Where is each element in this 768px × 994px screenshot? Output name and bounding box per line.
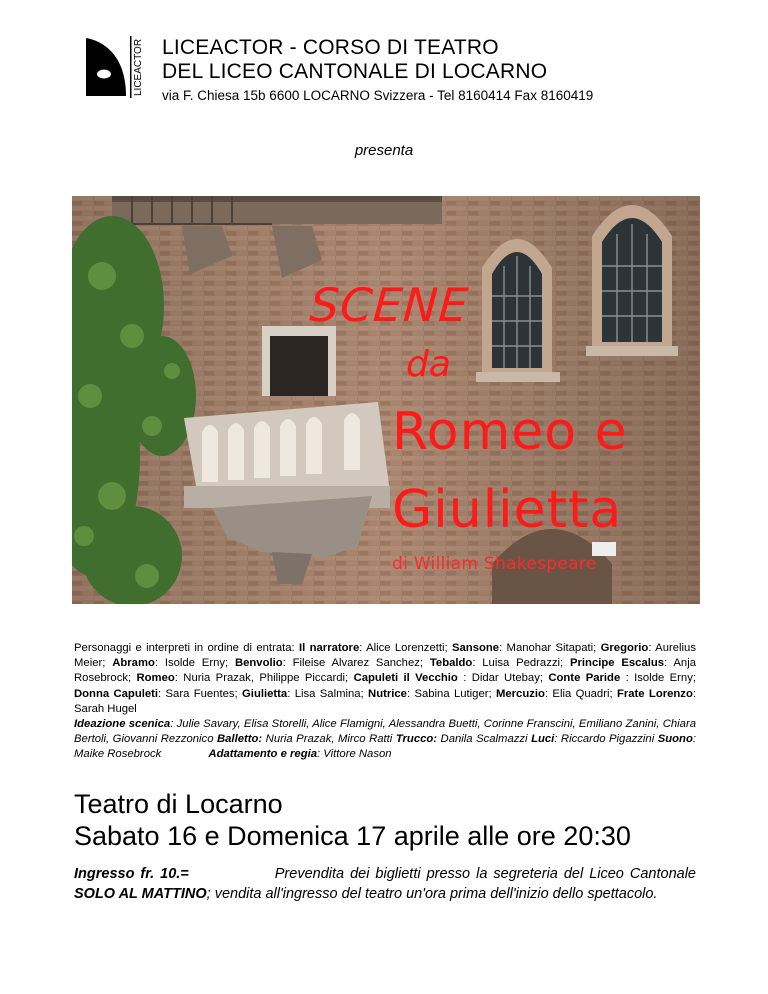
cast-role: Abramo xyxy=(112,657,155,670)
venue-name: Teatro di Locarno xyxy=(74,789,283,819)
crew-suono-label: Suono xyxy=(657,733,693,746)
header-title-line1: LICEACTOR - CORSO DI TEATRO xyxy=(162,36,499,59)
ticket-info xyxy=(74,864,696,904)
cast-role: Sansone xyxy=(451,642,500,654)
cast-name: : Didar Utebay; xyxy=(457,672,549,685)
cast-name: : Anja Rosebrock; xyxy=(74,657,697,685)
header-title-line2: DEL LICEO CANTONALE DI LOCARNO xyxy=(162,60,548,83)
cast-role: Benvolio xyxy=(234,657,283,670)
crew-regia-names: : Vittore Nason xyxy=(317,748,392,761)
cast-name: : Isolde Erny; xyxy=(154,657,235,670)
header xyxy=(162,36,593,103)
cast-role: Nutrice xyxy=(368,687,407,700)
crew-ideazione-label: Ideazione scenica xyxy=(74,718,171,731)
venue-dates: Sabato 16 e Domenica 17 aprile alle ore 20:30 xyxy=(74,821,631,851)
cast-role: Donna Capuleti xyxy=(74,687,159,700)
cast-role: Il narratore xyxy=(299,642,360,654)
cast-name: : Manohar Sitapati; xyxy=(499,642,601,654)
cast-name: : Lisa Salmina; xyxy=(287,687,369,700)
poster-title-scene: SCENE xyxy=(308,278,471,332)
cast-name: : Nuria Prazak, Philippe Piccardi; xyxy=(174,672,354,685)
cast-name: : Luisa Pedrazzi; xyxy=(472,657,570,670)
balcony-illustration xyxy=(72,196,700,604)
cast-name: : Sabina Lutiger; xyxy=(406,687,496,700)
poster-title-giulietta: Giulietta xyxy=(392,480,623,540)
logo-text: LICEACTOR xyxy=(133,38,144,96)
crew-luci-names: : Riccardo Pigazzini xyxy=(554,733,658,746)
vendita-text: ; vendita all'ingresso del teatro un'ora prima dell'inizio dello spettacolo. xyxy=(206,886,658,902)
cast-name: : Aurelius Meier; xyxy=(74,642,696,670)
cast-name: : Isolde Erny; xyxy=(620,672,696,685)
prevendita-text: Prevendita dei biglietti presso la segreteria del Liceo Cantonale xyxy=(274,866,696,882)
cast-role: Frate Lorenzo xyxy=(616,687,693,700)
venue-block xyxy=(74,788,631,852)
cast-name: : Elia Quadri; xyxy=(544,687,617,700)
poster-title-da: da xyxy=(406,344,451,385)
crew-balletto-names: Nuria Prazak, Mirco Ratti xyxy=(262,733,396,746)
solo-al-mattino: SOLO AL MATTINO xyxy=(74,886,207,902)
crew-regia-label: Adattamento e regia xyxy=(208,748,318,761)
crew-luci-label: Luci xyxy=(531,733,555,746)
cast-name: : Alice Lorenzetti; xyxy=(359,642,452,654)
crew-ideazione-names: : Julie Savary, Elisa Storelli, Alice Flamigni, Alessandra Buetti, Corinne Franscini, Emiliano Zanini, Chiara Bertoli, Giovanni Rezzonico xyxy=(74,718,696,746)
crew-balletto-label: Balletto: xyxy=(216,733,263,746)
cast-role: Romeo xyxy=(136,672,175,685)
crew-trucco-names: Danila Scalmazzi xyxy=(437,733,532,746)
liceactor-logo xyxy=(84,36,146,98)
poster-title-romeo: Romeo e xyxy=(392,402,628,462)
cast-list xyxy=(74,641,696,763)
cast-intro: Personaggi e interpreti in ordine di entrata: xyxy=(74,642,300,654)
cast-role: Tebaldo xyxy=(429,657,473,670)
crew-suono-names: : Maike Rosebrock xyxy=(74,733,696,761)
cast-role: Capuleti il Vecchio xyxy=(353,672,458,685)
header-address: via F. Chiesa 15b 6600 LOCARNO Svizzera - Tel 8160414 Fax 8160419 xyxy=(162,88,594,103)
cast-role: Mercuzio xyxy=(495,687,545,700)
cast-name: : Fileise Alvarez Sanchez; xyxy=(282,657,430,670)
presenta-text: presenta xyxy=(354,142,414,159)
crew-trucco-label: Trucco: xyxy=(395,733,438,746)
cast-role: Principe Escalus xyxy=(569,657,665,670)
poster-photo xyxy=(72,196,700,604)
cast-role: Gregorio xyxy=(600,642,649,654)
cast-role: Giulietta xyxy=(242,687,288,700)
cast-name: : Sara Fuentes; xyxy=(158,687,243,700)
cast-role: Conte Paride xyxy=(548,672,621,685)
ingresso-price: Ingresso fr. 10.= xyxy=(74,866,189,882)
cast-name: : Sarah Hugel xyxy=(74,687,696,715)
poster-author: di William Shakespeare xyxy=(392,554,597,574)
